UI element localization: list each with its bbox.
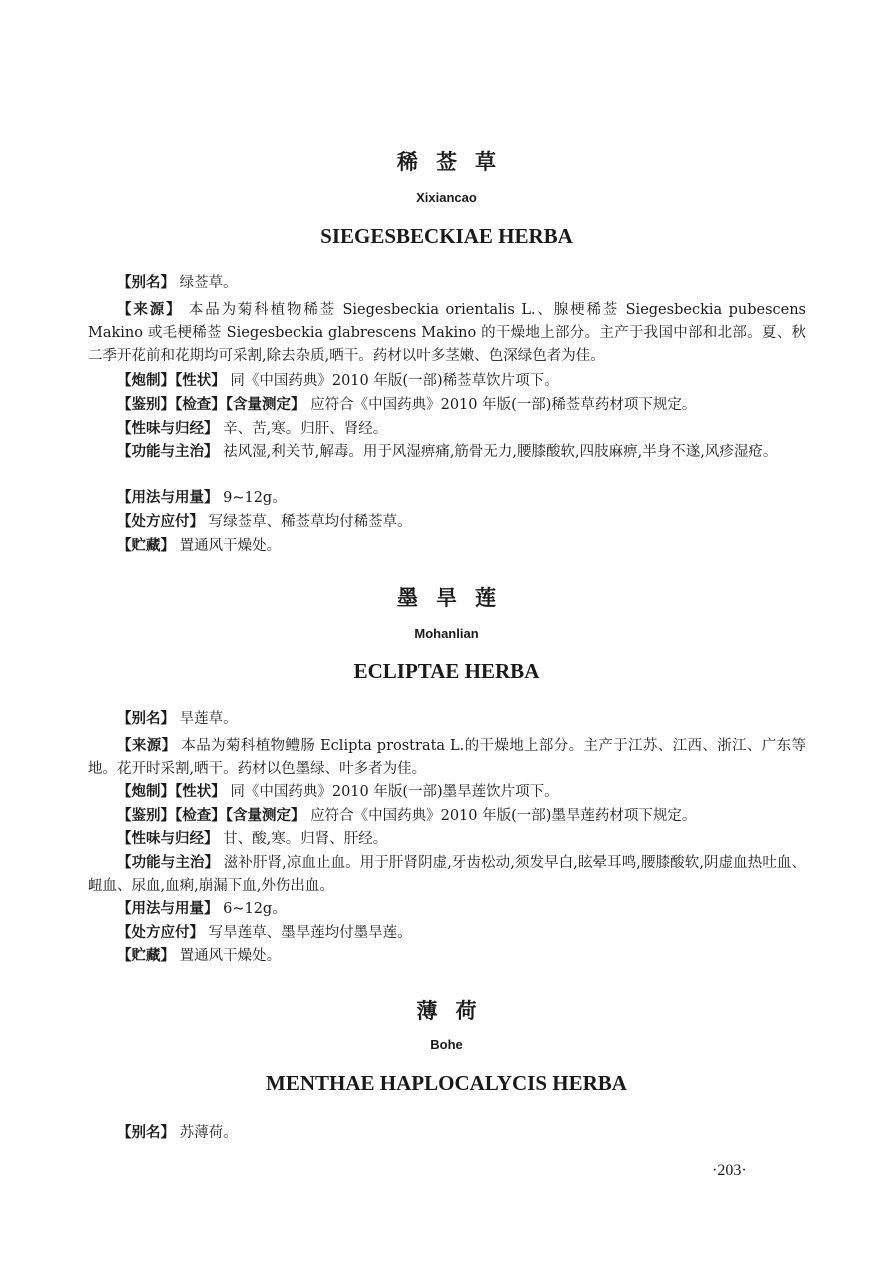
entry-latin-name: ECLIPTAE HERBA: [353, 659, 540, 683]
section-tag: 【处方应付】: [117, 925, 204, 941]
section-text: 置通风干燥处。: [179, 538, 282, 554]
section-tag: 【处方应付】: [117, 514, 204, 530]
section-text: 应符合《中国药典》2010 年版(一部)墨旱莲药材项下规定。: [310, 808, 697, 824]
section-tag: 【来源】: [117, 738, 177, 754]
section-text: 滋补肝肾,凉血止血。用于肝肾阴虚,牙齿松动,须发早白,眩晕耳鸣,腰膝酸软,阴虚血热吐血、衄血、尿血,血痢,崩漏下血,外伤出血。: [88, 855, 807, 894]
entry-latin-name: SIEGESBECKIAE HERBA: [320, 224, 573, 248]
entry-paragraph: [88, 781, 806, 804]
entry-paragraph: [88, 852, 806, 898]
section-text: 旱莲草。: [179, 711, 238, 727]
section-tag: 【功能与主治】: [117, 855, 220, 871]
entry-paragraph: [88, 945, 806, 968]
entry-paragraph: [88, 418, 806, 441]
entry-paragraph: [88, 828, 806, 851]
section-text: 苏薄荷。: [179, 1125, 238, 1141]
entry-paragraph: [88, 441, 806, 464]
entry-paragraph: [88, 898, 806, 921]
entry-paragraph: [88, 708, 806, 731]
section-tag: 【贮藏】: [117, 948, 175, 964]
entry-title: 稀莶草: [397, 150, 514, 174]
entry-paragraph: [88, 299, 806, 368]
section-tag: 【炮制】【性状】: [117, 784, 226, 800]
entry-paragraph: [88, 1122, 806, 1145]
section-text: 同《中国药典》2010 年版(一部)稀莶草饮片项下。: [230, 373, 559, 389]
section-text: 绿莶草。: [179, 275, 238, 291]
section-tag: 【贮藏】: [117, 538, 175, 554]
entry-paragraph: [88, 511, 806, 534]
entry-paragraph: [88, 487, 806, 510]
entry-pinyin: Bohe: [430, 1037, 463, 1052]
section-tag: 【别名】: [117, 711, 175, 727]
section-tag: 【鉴别】【检查】【含量测定】: [117, 808, 306, 824]
section-text: 本品为菊科植物鳢肠 Eclipta prostrata L.的干燥地上部分。主产于江苏、江西、浙江、广东等地。花开时采割,晒干。药材以色墨绿、叶多者为佳。: [88, 738, 806, 777]
entry-title: 薄荷: [416, 999, 495, 1023]
entry-paragraph: [88, 535, 806, 558]
section-tag: 【来源】: [117, 302, 183, 318]
page-number: ·203·: [712, 1162, 747, 1179]
section-text: 应符合《中国药典》2010 年版(一部)稀莶草药材项下规定。: [310, 397, 697, 413]
entry-pinyin: Mohanlian: [414, 626, 479, 641]
entry-pinyin: Xixiancao: [416, 190, 477, 205]
section-text: 6~12g。: [223, 901, 287, 917]
section-text: 辛、苦,寒。归肝、肾经。: [223, 421, 388, 437]
entry-paragraph: [88, 370, 806, 393]
section-tag: 【功能与主治】: [117, 444, 219, 460]
section-tag: 【用法与用量】: [117, 490, 219, 506]
section-tag: 【炮制】【性状】: [117, 373, 226, 389]
section-text: 本品为菊科植物稀莶 Siegesbeckia orientalis L.、腺梗稀莶 Siegesbeckia pubescens Makino 或毛梗稀莶 Siegesbeckia glabrescens Makino 的干燥地上部分。主产于我国中部和北部。夏、秋二季开花前和花期均可采割,除去杂质,晒干。药材以叶多茎嫩、色深绿色者为佳。: [88, 302, 806, 364]
section-text: 同《中国药典》2010 年版(一部)墨旱莲饮片项下。: [230, 784, 559, 800]
section-text: 写绿莶草、稀莶草均付稀莶草。: [208, 514, 412, 530]
section-tag: 【性味与归经】: [117, 831, 219, 847]
entry-paragraph: [88, 272, 806, 295]
section-tag: 【鉴别】【检查】【含量测定】: [117, 397, 306, 413]
section-text: 9~12g。: [223, 490, 287, 506]
section-text: 祛风湿,利关节,解毒。用于风湿痹痛,筋骨无力,腰膝酸软,四肢麻痹,半身不遂,风疹湿疮。: [223, 444, 778, 460]
entry-paragraph: [88, 394, 806, 417]
section-tag: 【性味与归经】: [117, 421, 219, 437]
section-text: 写旱莲草、墨旱莲均付墨旱莲。: [208, 925, 412, 941]
section-tag: 【别名】: [117, 1125, 175, 1141]
section-text: 甘、酸,寒。归肾、肝经。: [223, 831, 388, 847]
section-tag: 【别名】: [117, 275, 175, 291]
entry-paragraph: [88, 805, 806, 828]
entry-title: 墨旱莲: [397, 586, 514, 610]
entry-paragraph: [88, 922, 806, 945]
entry-latin-name: MENTHAE HAPLOCALYCIS HERBA: [266, 1071, 627, 1095]
section-tag: 【用法与用量】: [117, 901, 219, 917]
section-text: 置通风干燥处。: [179, 948, 282, 964]
entry-paragraph: [88, 735, 806, 781]
